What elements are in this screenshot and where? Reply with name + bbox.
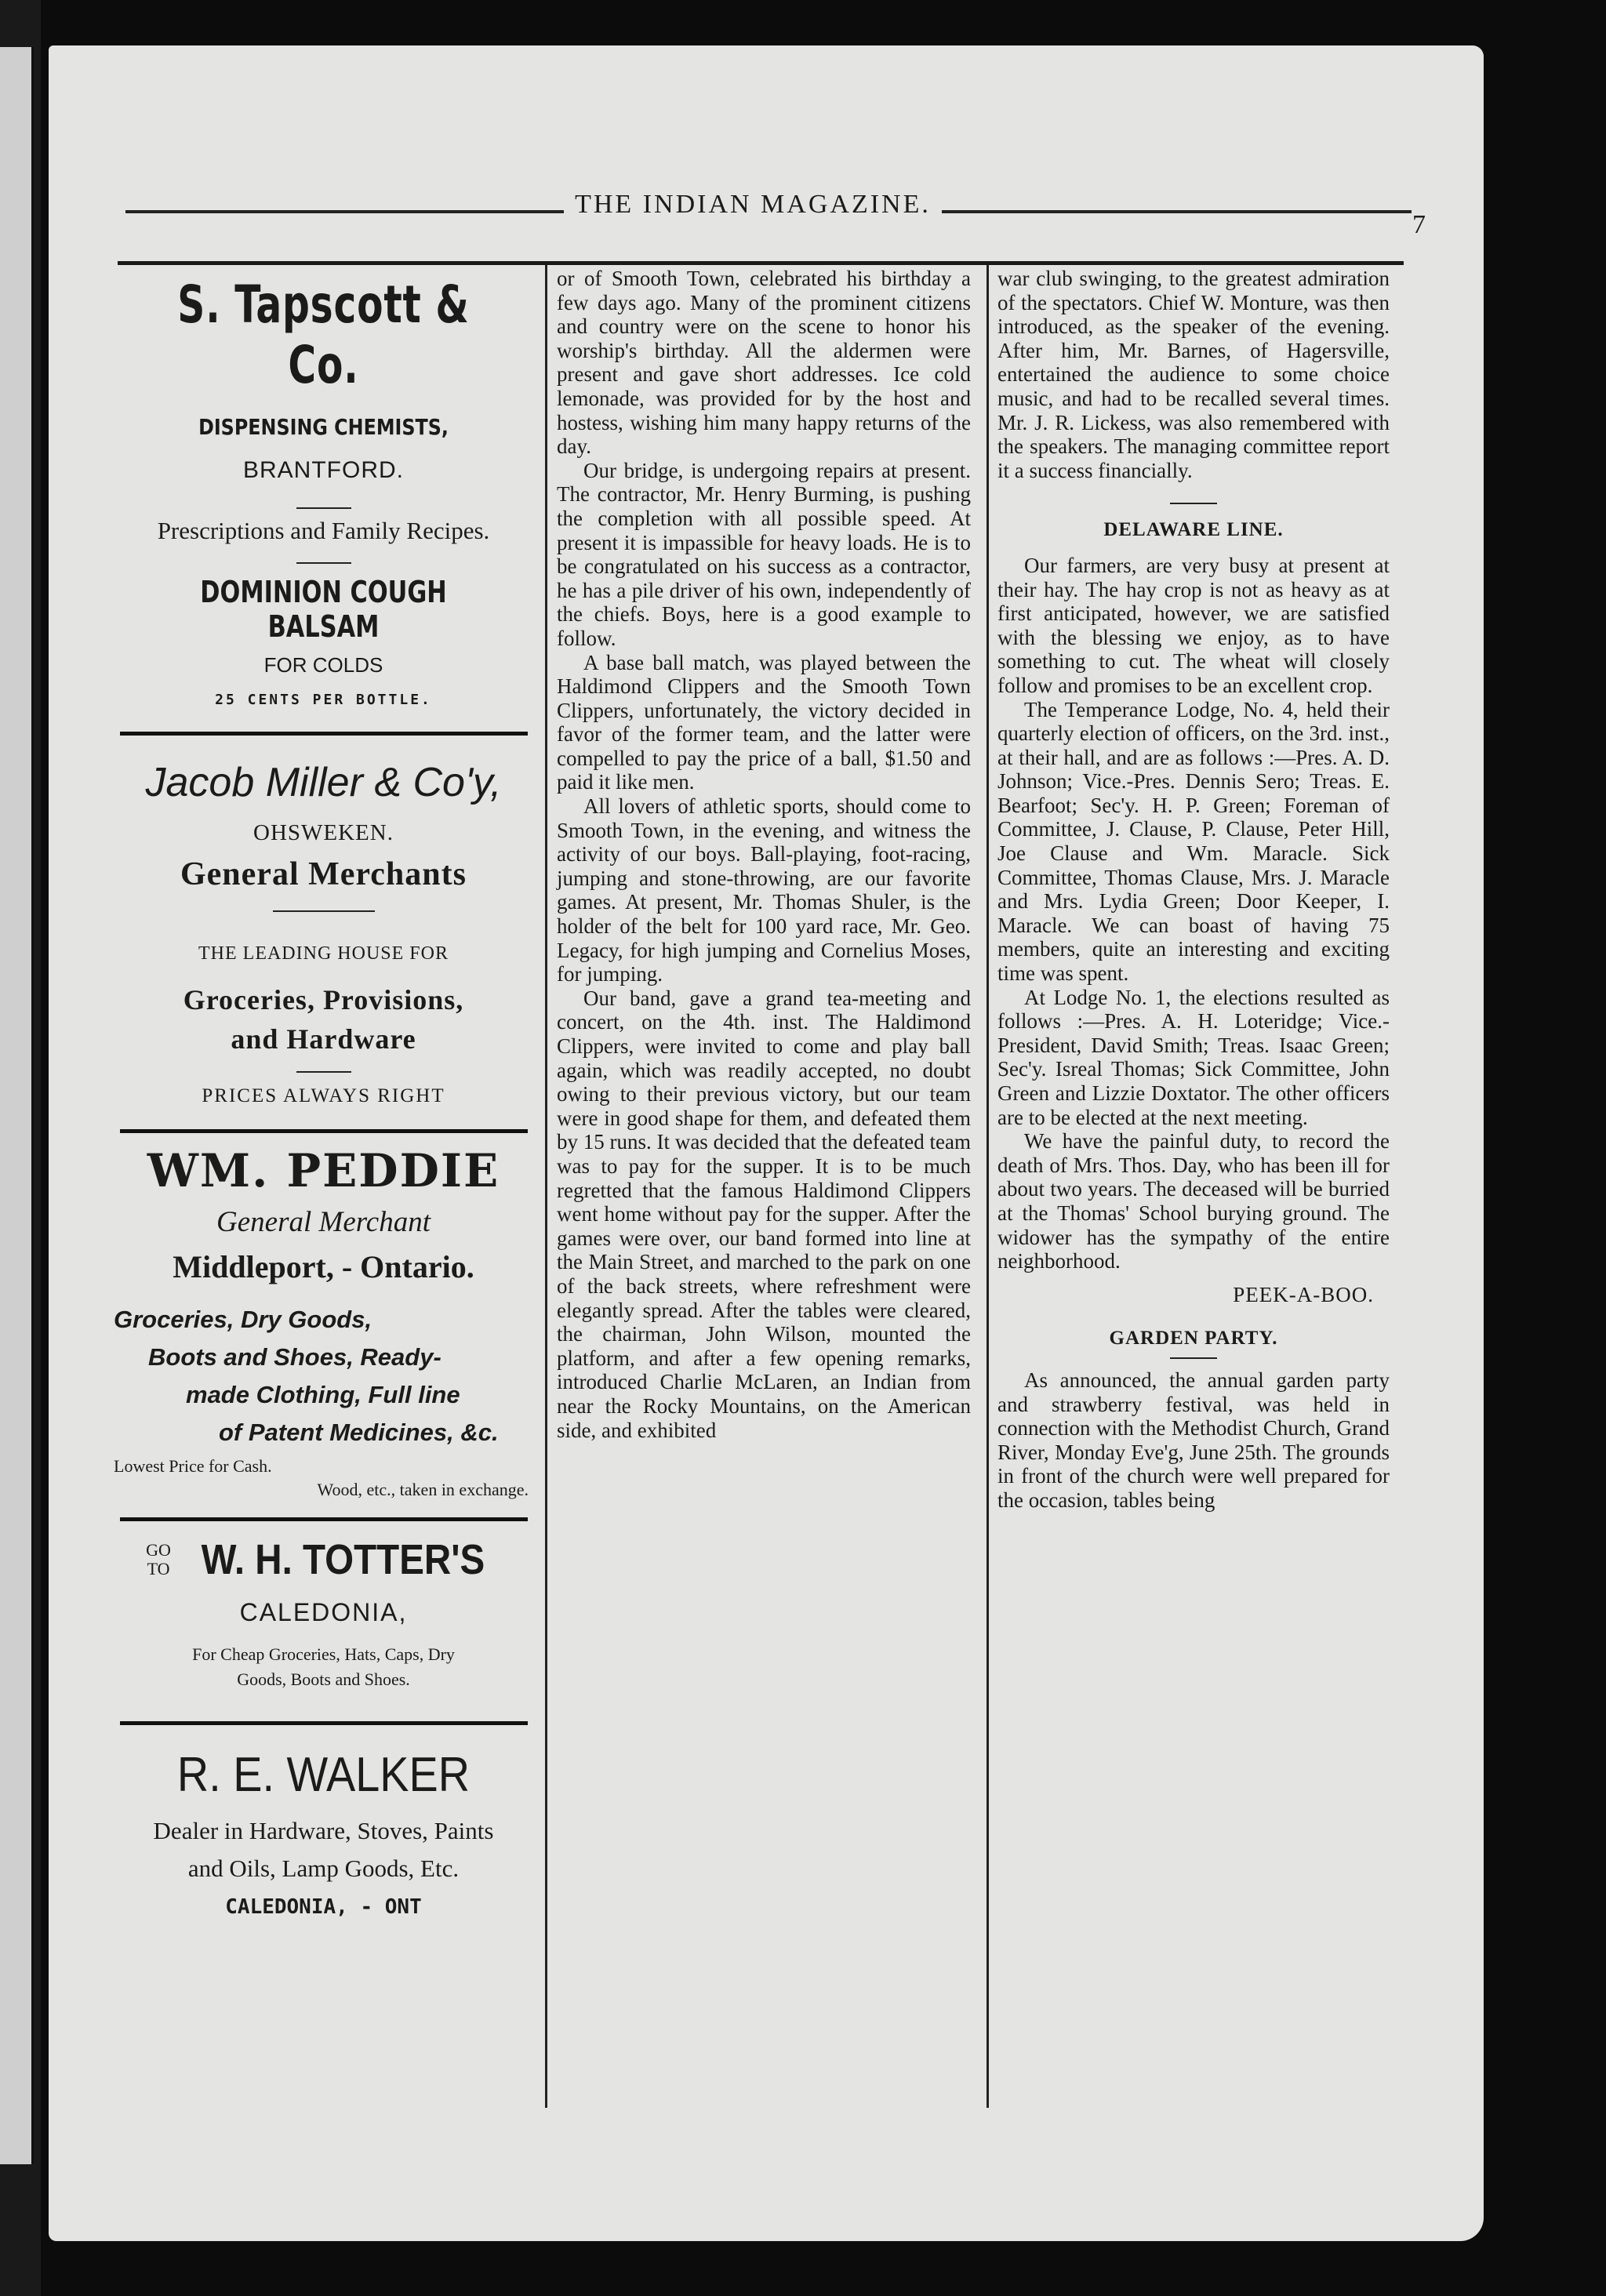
page-number: 7 — [1412, 210, 1426, 239]
ad-peddie-line1: General Merchant — [216, 1206, 431, 1238]
divider — [296, 562, 351, 564]
divider — [1170, 1357, 1217, 1359]
article-paragraph: At Lodge No. 1, the elections resulted as follows :—Pres. A. H. Loteridge; Vice.-President, David Smith; Treas. Isaac Green; Sec'y. Isreal Thomas; Sick Committee, John Green and Lizzie Doxtator. The other officers are to be elected at the next meeting. — [997, 985, 1390, 1129]
ad-tapscott-name: S. Tapscott & Co. — [177, 274, 470, 395]
ad-miller-line1: OHSWEKEN. — [253, 820, 394, 845]
section-heading-delaware-line: DELAWARE LINE. — [1103, 519, 1284, 541]
article-paragraph: We have the painful duty, to record the death of Mrs. Thos. Day, who has been ill for about two years. The deceased will be burried at the Thomas' School burying ground. The widower has the sympathy of the entire neighborhood. — [997, 1129, 1390, 1273]
page-header — [78, 190, 1427, 235]
ad-peddie-line6: of Patent Medicines, &c. — [219, 1419, 499, 1446]
ad-miller-line6: PRICES ALWAYS RIGHT — [202, 1085, 445, 1106]
article-paragraph: or of Smooth Town, celebrated his birthday a few days ago. Many of the prominent citizens and country were on the scene to honor his worship's birthday. All the aldermen were present and gave short addresses. Ice cold lemonade, was provided for by the host and hostess, wishing him many happy returns of the day. — [557, 267, 971, 459]
ad-tapscott-line1: DISPENSING CHEMISTS, — [198, 414, 449, 440]
divider — [1170, 503, 1217, 504]
ad-tapscott-line2: BRANTFORD. — [243, 457, 404, 483]
ad-walker-line1: Dealer in Hardware, Stoves, Paints — [153, 1817, 494, 1844]
ad-miller — [114, 736, 533, 1107]
magazine-title: THE INDIAN MAGAZINE. — [564, 190, 942, 219]
article-paragraph: The Temperance Lodge, No. 4, held their quarterly election of officers, on the 3rd. inst., at their hall, and are as follows :—Pres. A. D. Johnson; Vice.-Pres. Dennis Sero; Treas. E. Bearfoot; Sec'y. H. P. Green; Foreman of Committee, J. Clause, P. Clause, Peter Hill, Joe Clause and Wm. Maracle. Sick Committee, Thomas Clause, Mrs. J. Maracle and Mrs. Lydia Green; Door Keeper, I. Maracle. We can boast of having 75 members, quite an interesting and exciting time was spent. — [997, 697, 1390, 986]
ad-peddie-goods — [114, 1301, 533, 1451]
ad-walker-line2: and Oils, Lamp Goods, Etc. — [187, 1855, 460, 1882]
adjacent-page-edge — [0, 47, 34, 2164]
scan-border — [0, 0, 41, 2296]
ad-miller-line5: and Hardware — [231, 1023, 416, 1055]
ad-tapscott-line6: 25 CENTS PER BOTTLE. — [215, 692, 432, 708]
advertisements-column — [114, 267, 533, 1919]
article-paragraph: All lovers of athletic sports, should come to Smooth Town, in the evening, and witness the activity of our boys. Ball-playing, foot-racing, jumping and stone-throwing, are our favorite games. At present, Mr. Thomas Shuler, is the holder of the belt for 100 yard race, Mr. Geo. Legacy, for high jumping and Cornelius Moses, for jumping. — [557, 794, 971, 986]
ad-miller-line3: THE LEADING HOUSE FOR — [198, 943, 449, 964]
article-paragraph: Our farmers, are very busy at present at their hay. The hay crop is not as heavy as at first anticipated, however, we are satisfied with the blessing we enjoy, as to have something to cut. The wheat will closely follow and promises to be an excellent crop. — [997, 553, 1390, 697]
ad-totter-line1: CALEDONIA, — [239, 1598, 408, 1626]
ad-miller-name: Jacob Miller & Co'y, — [145, 760, 502, 805]
ad-walker-line3: CALEDONIA, - ONT — [225, 1895, 422, 1919]
ad-tapscott-line3: Prescriptions and Family Recipes. — [157, 517, 490, 544]
signature: PEEK-A-BOO. — [1233, 1282, 1374, 1306]
ad-totter-name: W. H. TOTTER'S — [201, 1536, 485, 1583]
ad-tapscott-line4: DOMINION COUGH BALSAM — [200, 575, 447, 644]
ad-walker-name: R. E. WALKER — [176, 1748, 471, 1802]
ad-walker — [114, 1725, 533, 1919]
ad-miller-line4: Groceries, Provisions, — [183, 984, 464, 1015]
ad-peddie-name: WM. PEDDIE — [147, 1144, 500, 1197]
ad-tapscott — [114, 267, 533, 708]
divider — [273, 910, 375, 912]
ad-peddie — [114, 1133, 533, 1500]
article-column-3 — [997, 267, 1390, 1513]
ad-peddie-line4: Boots and Shoes, Ready- — [148, 1343, 441, 1371]
ad-totter-line3: Goods, Boots and Shoes. — [237, 1669, 410, 1689]
article-paragraph: war club swinging, to the greatest admiration of the spectators. Chief W. Monture, was then introduced, as the speaker of the evening. After him, Mr. Barnes, of Hagersville, entertained the audience to some choice music, and had to be recalled several times. Mr. J. R. Lickess, was also remembered with the speakers. The managing committee report it a success financially. — [997, 267, 1390, 482]
ad-peddie-line2: Middleport, - Ontario. — [173, 1249, 474, 1284]
column-rule — [545, 265, 547, 2108]
ad-peddie-line8: Wood, etc., taken in exchange. — [317, 1480, 529, 1499]
divider — [296, 1071, 351, 1073]
ad-tapscott-line5: FOR COLDS — [263, 653, 383, 677]
ad-totter — [114, 1521, 533, 1690]
article-paragraph: A base ball match, was played between the Haldimond Clippers and the Smooth Town Clippers, unfortunately, the victory decided in favor of the former team, and the latter were compelled to pay the price of a ball, $1.50 and paid it like men. — [557, 650, 971, 794]
article-paragraph: Our band, gave a grand tea-meeting and concert, on the 4th. inst. The Haldimond Clippers, were invited to come and play ball again, which was readily accepted, no doubt owing to their previous victory, but our team were in good shape for them, and defeated them by 15 runs. It was decided that the defeated team was to pay for the supper. It is to be much regretted that the famous Haldimond Clippers went home without pay for the supper. After the games were over, our band formed into line at the Main Street, and marched to the park on one of the back streets, where refreshment were elegantly spread. After the tables were cleared, the chairman, John Wilson, mounted the platform, and after a few opening remarks, introduced Charlie McLaren, an Indian from near the Rocky Mountains, on the American side, and exhibited — [557, 986, 971, 1442]
ad-totter-line2: For Cheap Groceries, Hats, Caps, Dry — [192, 1644, 455, 1664]
ad-miller-line2: General Merchants — [180, 856, 467, 892]
article-column-2 — [557, 267, 971, 1442]
divider — [296, 507, 351, 509]
section-heading-garden-party: GARDEN PARTY. — [1109, 1328, 1278, 1350]
ad-peddie-line3: Groceries, Dry Goods, — [114, 1306, 372, 1333]
ad-totter-goto: GO TO — [146, 1540, 171, 1578]
article-paragraph: As announced, the annual garden party and strawberry festival, was held in connection with the Methodist Church, Grand River, Monday Eve'g, June 25th. The grounds in front of the church were well prepared for the occasion, tables being — [997, 1368, 1390, 1512]
ad-peddie-line5: made Clothing, Full line — [186, 1381, 460, 1408]
header-rule-main — [118, 261, 1404, 265]
article-paragraph: Our bridge, is undergoing repairs at present. The contractor, Mr. Henry Burming, is pushing the completion with all possible speed. At present it is impassible for heavy loads. He is to be congratulated on his success as a contractor, he has a pile driver of his own, independently of the chiefs. Boys, here is a good example to follow. — [557, 458, 971, 650]
column-rule — [986, 265, 989, 2108]
ad-peddie-line7: Lowest Price for Cash. — [114, 1456, 272, 1476]
